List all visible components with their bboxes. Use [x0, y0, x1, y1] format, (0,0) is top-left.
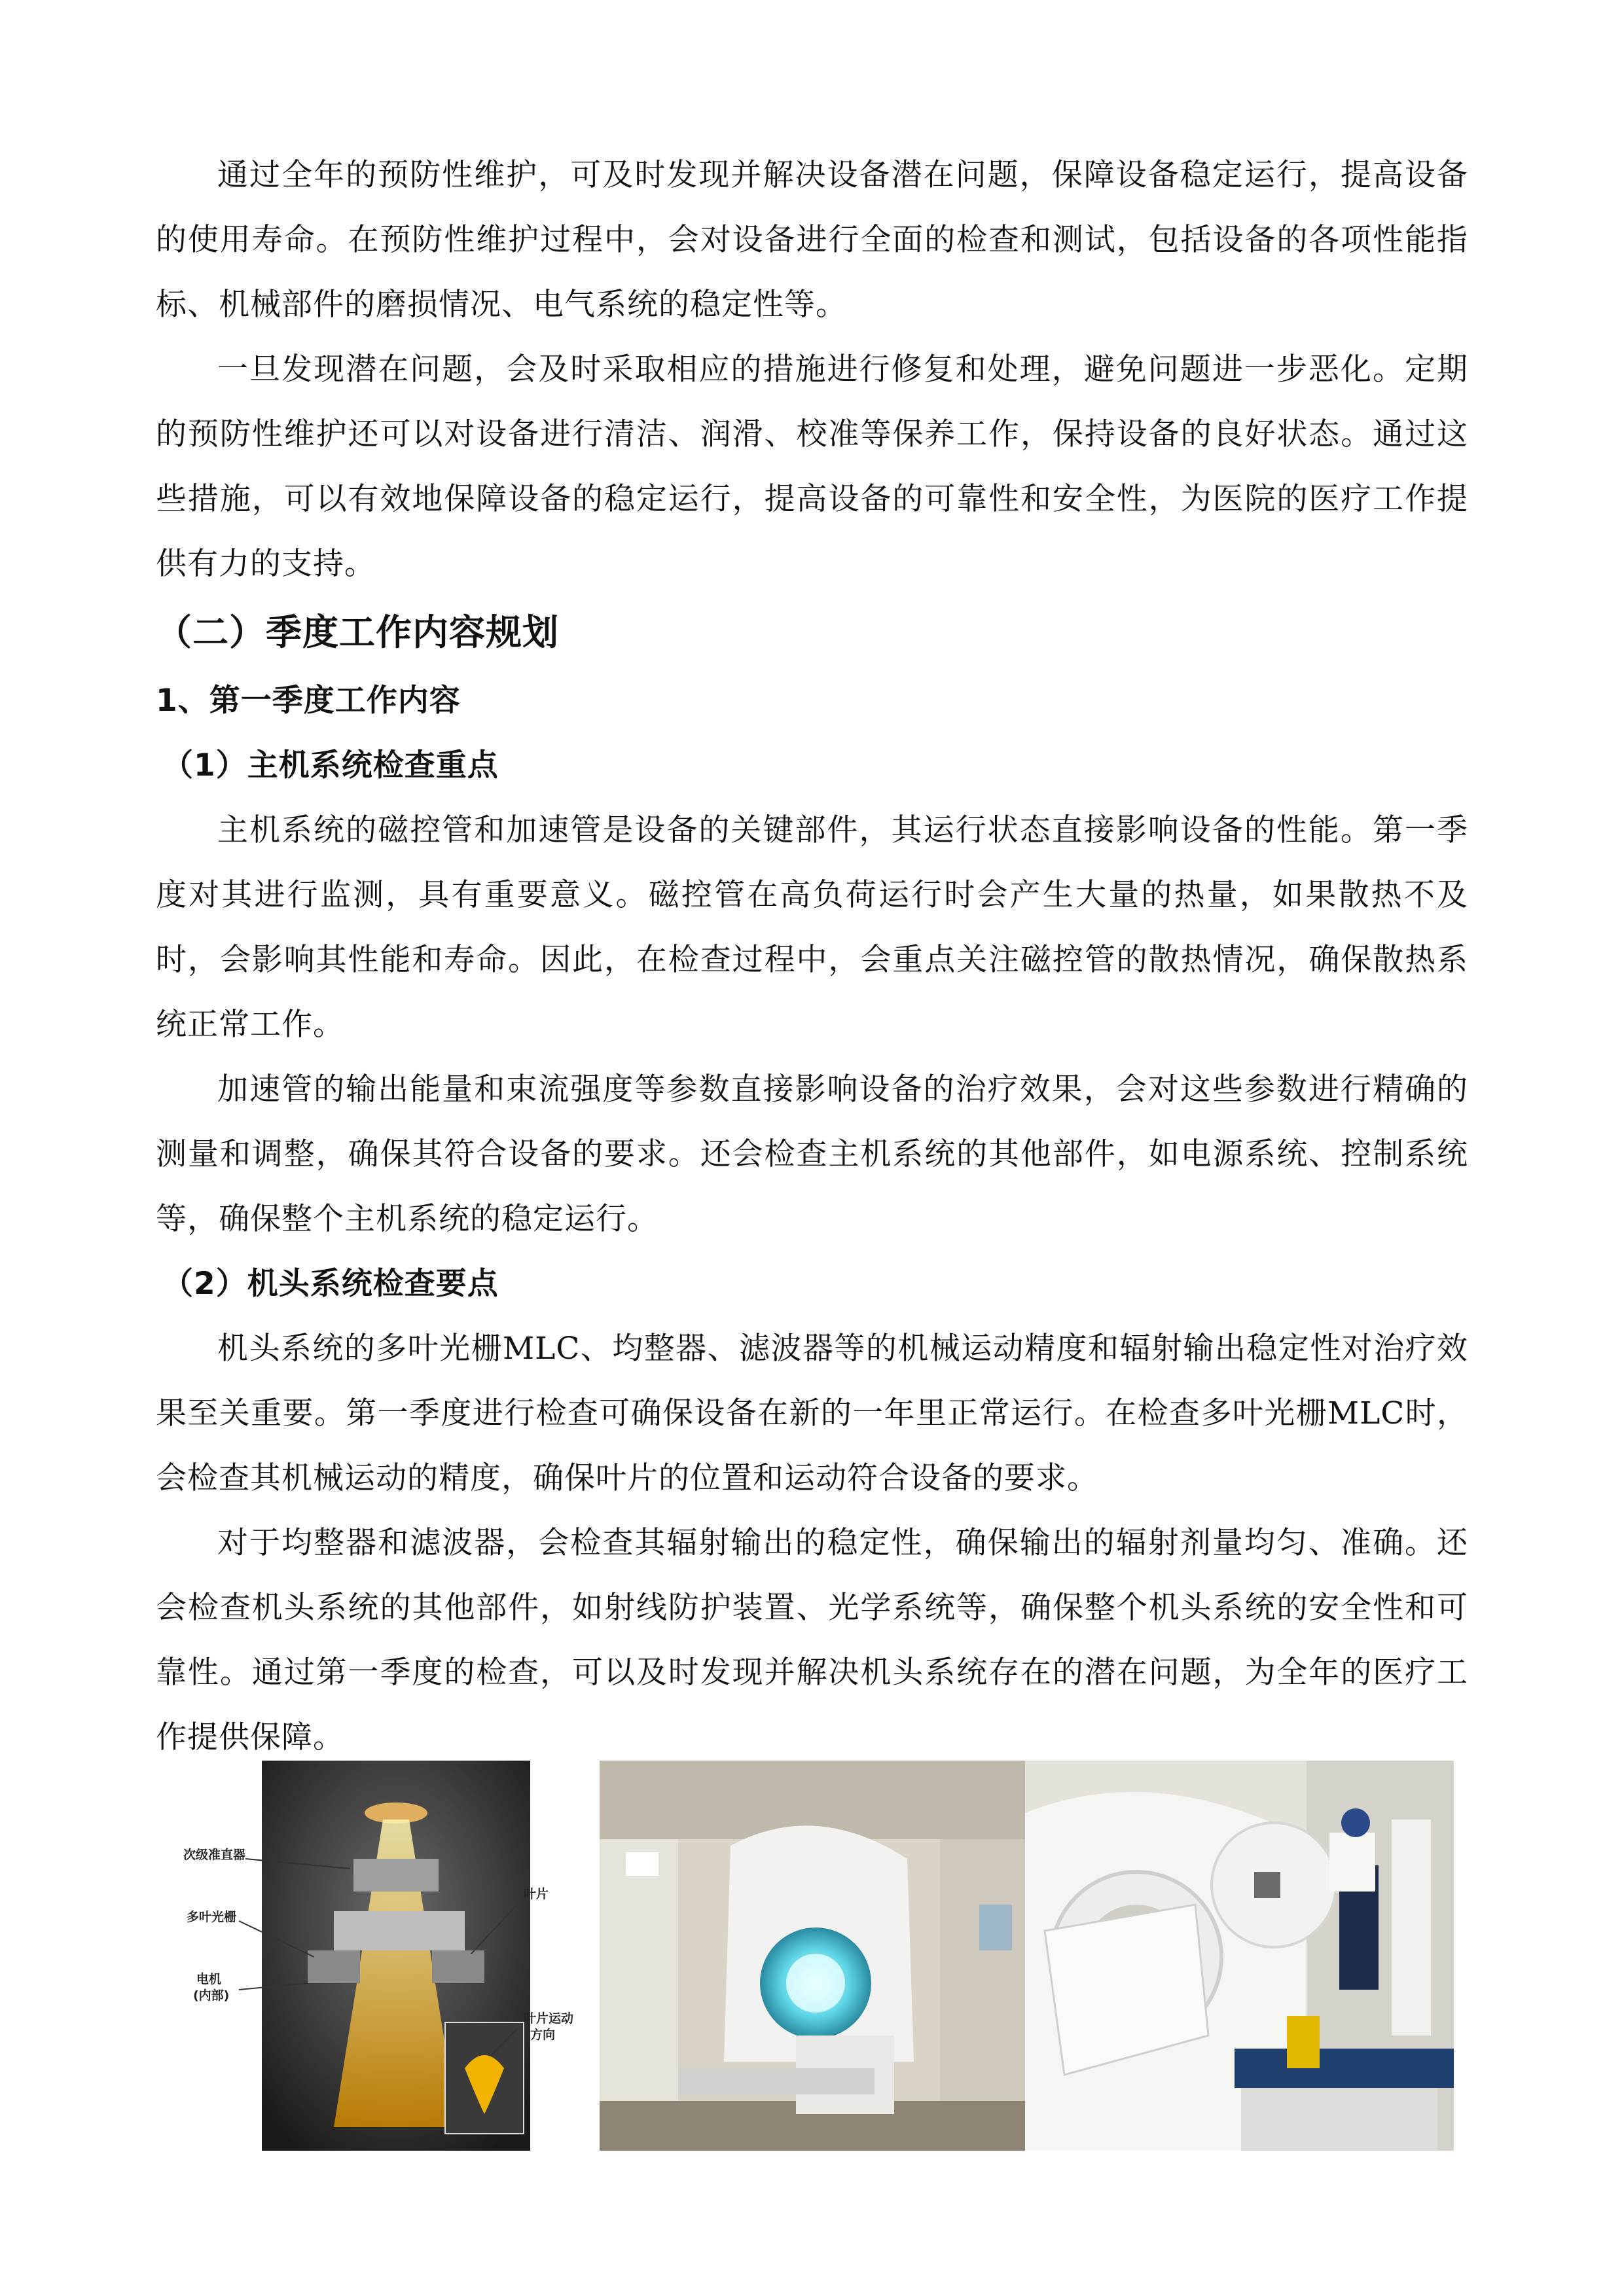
section-heading: （二）季度工作内容规划: [156, 611, 560, 653]
paragraph: 主机系统的磁控管和加速管是设备的关键部件，其运行状态直接影响设备的性能。第一季度对其进行监测，具有重要意义。磁控管在高负荷运行时会产生大量的热量，如果散热不及时，会影响其性能和寿命。因此，在检查过程中，会重点关注磁控管的散热情况，确保散热系统正常工作。: [156, 812, 1468, 1043]
label-secondary-collimator: 次级准直器: [183, 1848, 246, 1862]
paragraph: 通过全年的预防性维护，可及时发现并解决设备潜在问题，保障设备稳定运行，提高设备的使用寿命。在预防性维护过程中，会对设备进行全面的检查和测试，包括设备的各项性能指标、机械部件的磨损情况、电气系统的稳定性等。: [156, 157, 1468, 323]
tomotherapy-photo: [1025, 1761, 1454, 2151]
paragraph: 机头系统的多叶光栅MLC、均整器、滤波器等的机械运动精度和辐射输出稳定性对治疗效果至关重要。第一季度进行检查可确保设备在新的一年里正常运行。在检查多叶光栅MLC时，会检查其机械运动的精度，确保叶片的位置和运动符合设备的要求。: [156, 1331, 1468, 1496]
label-leaf-direction: 方向: [530, 2028, 556, 2042]
paragraph: 一旦发现潜在问题，会及时采取相应的措施进行修复和处理，避免问题进一步恶化。定期的预防性维护还可以对设备进行清洁、润滑、校准等保养工作，保持设备的良好状态。通过这些措施，可以有效地保障设备的稳定运行，提高设备的可靠性和安全性，为医院的医疗工作提供有力的支持。: [156, 351, 1468, 582]
label-leaf: 叶片: [524, 1887, 549, 1901]
item-heading-head-system: （2）机头系统检查要点: [162, 1266, 499, 1302]
label-motor-inner: (内部): [193, 1988, 230, 2003]
paragraph: 加速管的输出能量和束流强度等参数直接影响设备的治疗效果，会对这些参数进行精确的测量和调整，确保其符合设备的要求。还会检查主机系统的其他部件，如电源系统、控制系统等，确保整个主机系统的稳定运行。: [156, 1071, 1468, 1237]
label-motor: 电机: [196, 1972, 222, 1986]
page-content: [156, 143, 1468, 1770]
item-heading-host-system: （1）主机系统检查重点: [162, 747, 499, 783]
subsection-heading: 1、第一季度工作内容: [156, 683, 461, 719]
paragraph: 对于均整器和滤波器，会检查其辐射输出的稳定性，确保输出的辐射剂量均匀、准确。还会检查机头系统的其他部件，如射线防护装置、光学系统等，确保整个机头系统的安全性和可靠性。通过第一季度的检查，可以及时发现并解决机头系统存在的潜在问题，为全年的医疗工作提供保障。: [156, 1525, 1468, 1755]
label-leaf-motion: 叶片运动: [524, 2011, 574, 2026]
mlc-diagram-image: [183, 1761, 583, 2151]
label-mlc: 多叶光栅: [187, 1910, 237, 1924]
linac-room-photo: [600, 1761, 1025, 2151]
